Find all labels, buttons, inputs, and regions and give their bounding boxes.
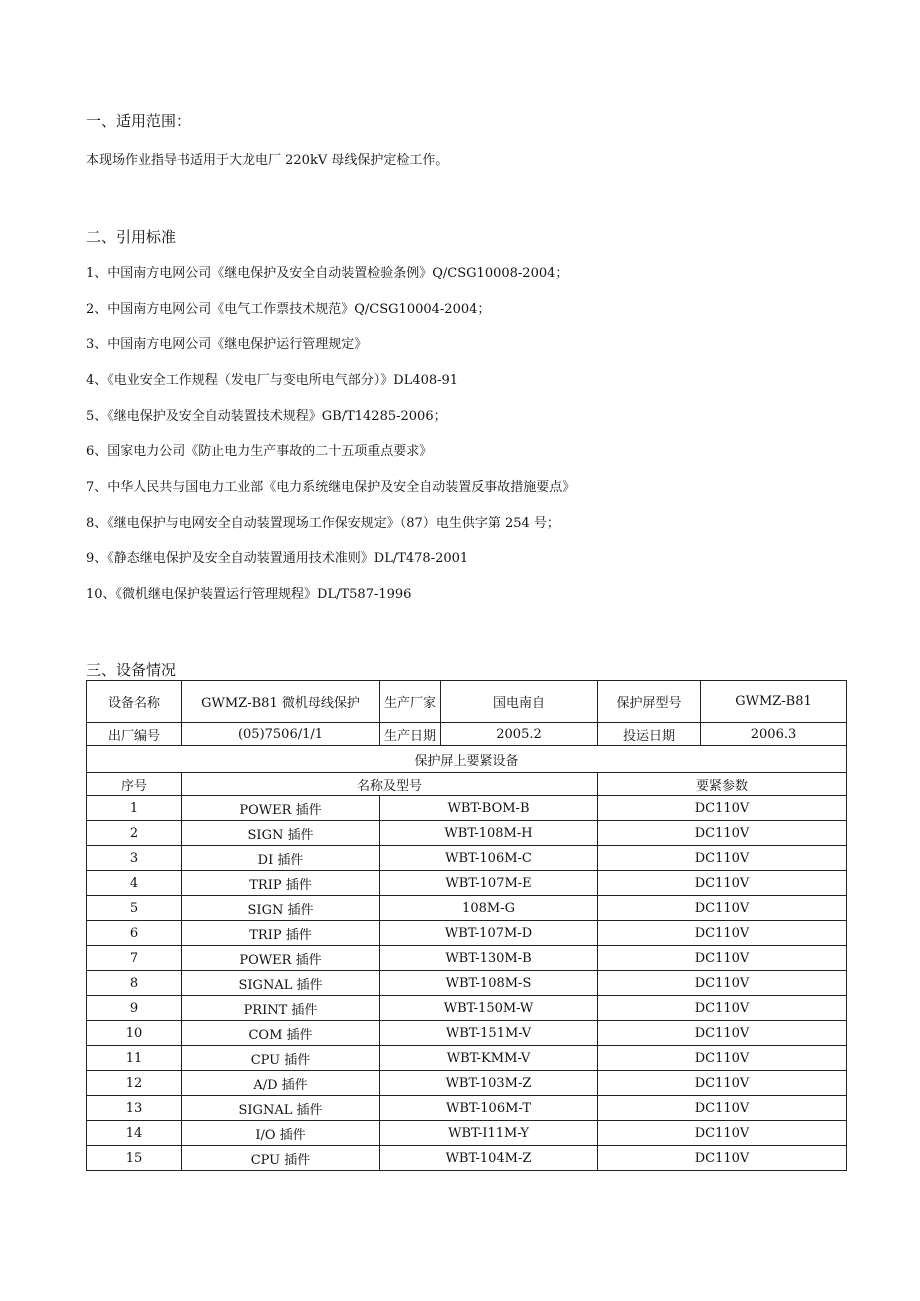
row-seq: 5 bbox=[87, 896, 182, 921]
row-param: DC110V bbox=[598, 1021, 847, 1046]
table-row bbox=[87, 1071, 847, 1096]
production-date-value: 2005.2 bbox=[496, 726, 542, 742]
row-model: WBT-151M-V bbox=[380, 1021, 598, 1046]
production-date-cell bbox=[380, 723, 598, 746]
row-model: WBT-108M-H bbox=[380, 821, 598, 846]
row-seq: 11 bbox=[87, 1046, 182, 1071]
row-model: WBT-130M-B bbox=[380, 946, 598, 971]
row-seq: 15 bbox=[87, 1146, 182, 1171]
row-model: WBT-108M-S bbox=[380, 971, 598, 996]
table-title: 保护屏上要紧设备 bbox=[87, 746, 847, 773]
row-seq: 3 bbox=[87, 846, 182, 871]
row-name: COM 插件 bbox=[182, 1021, 380, 1046]
standard-item: 1、中国南方电网公司《继电保护及安全自动装置检验条例》Q/CSG10008-2004； bbox=[86, 266, 569, 281]
row-model: WBT-107M-D bbox=[380, 921, 598, 946]
table-row bbox=[87, 971, 847, 996]
table-row bbox=[87, 946, 847, 971]
table-row bbox=[87, 1096, 847, 1121]
table-row bbox=[87, 1021, 847, 1046]
table-row bbox=[87, 1046, 847, 1071]
row-param: DC110V bbox=[598, 896, 847, 921]
table-row bbox=[87, 821, 847, 846]
standard-item: 4、《电业安全工作规程（发电厂与变电所电气部分）》DL408-91 bbox=[86, 373, 459, 388]
row-name: SIGNAL 插件 bbox=[182, 971, 380, 996]
row-name: POWER 插件 bbox=[182, 796, 380, 821]
info-row-2 bbox=[87, 723, 847, 746]
column-header-row bbox=[87, 773, 847, 796]
row-seq: 2 bbox=[87, 821, 182, 846]
row-model: WBT-150M-W bbox=[380, 996, 598, 1021]
row-name: A/D 插件 bbox=[182, 1071, 380, 1096]
row-name: CPU 插件 bbox=[182, 1146, 380, 1171]
commission-date-value: 2006.3 bbox=[701, 723, 847, 746]
row-seq: 13 bbox=[87, 1096, 182, 1121]
row-param: DC110V bbox=[598, 996, 847, 1021]
row-seq: 8 bbox=[87, 971, 182, 996]
table-row bbox=[87, 921, 847, 946]
standard-item: 5、《继电保护及安全自动装置技术规程》GB/T14285-2006； bbox=[86, 409, 447, 424]
row-name: CPU 插件 bbox=[182, 1046, 380, 1071]
info-row-1 bbox=[87, 681, 847, 723]
production-date-label: 生产日期 bbox=[380, 723, 441, 745]
manufacturer-value: 国电南自 bbox=[492, 696, 545, 711]
row-model: WBT-106M-C bbox=[380, 846, 598, 871]
row-param: DC110V bbox=[598, 946, 847, 971]
row-seq: 10 bbox=[87, 1021, 182, 1046]
row-model: WBT-KMM-V bbox=[380, 1046, 598, 1071]
row-model: WBT-BOM-B bbox=[380, 796, 598, 821]
row-model: WBT-106M-T bbox=[380, 1096, 598, 1121]
row-name: TRIP 插件 bbox=[182, 921, 380, 946]
column-header-seq: 序号 bbox=[87, 773, 182, 796]
row-param: DC110V bbox=[598, 821, 847, 846]
table-row bbox=[87, 996, 847, 1021]
serial-label: 出厂编号 bbox=[87, 723, 182, 746]
row-param: DC110V bbox=[598, 921, 847, 946]
row-name: POWER 插件 bbox=[182, 946, 380, 971]
row-model: WBT-107M-E bbox=[380, 871, 598, 896]
row-param: DC110V bbox=[598, 971, 847, 996]
row-seq: 9 bbox=[87, 996, 182, 1021]
table-row bbox=[87, 896, 847, 921]
device-name-label: 设备名称 bbox=[87, 681, 182, 723]
row-param: DC110V bbox=[598, 1071, 847, 1096]
row-seq: 14 bbox=[87, 1121, 182, 1146]
row-model: 108M-G bbox=[380, 896, 598, 921]
equipment-table bbox=[86, 680, 847, 1171]
standard-item: 2、中国南方电网公司《电气工作票技术规范》Q/CSG10004-2004； bbox=[86, 302, 491, 317]
row-model: WBT-I11M-Y bbox=[380, 1121, 598, 1146]
row-seq: 7 bbox=[87, 946, 182, 971]
table-title-row bbox=[87, 746, 847, 773]
table-row bbox=[87, 871, 847, 896]
table-row bbox=[87, 796, 847, 821]
column-header-name-model: 名称及型号 bbox=[182, 773, 598, 796]
manufacturer-cell bbox=[380, 681, 598, 723]
standard-item: 8、《继电保护与电网安全自动装置现场工作保安规定》（87）电生供字第 254 号； bbox=[86, 516, 560, 531]
standard-item: 10、《微机继电保护装置运行管理规程》DL/T587-1996 bbox=[86, 587, 412, 602]
row-seq: 4 bbox=[87, 871, 182, 896]
row-name: TRIP 插件 bbox=[182, 871, 380, 896]
table-row bbox=[87, 1146, 847, 1171]
row-seq: 1 bbox=[87, 796, 182, 821]
row-model: WBT-104M-Z bbox=[380, 1146, 598, 1171]
row-model: WBT-103M-Z bbox=[380, 1071, 598, 1096]
standard-item: 3、中国南方电网公司《继电保护运行管理规定》 bbox=[86, 337, 368, 352]
manufacturer-label: 生产厂家 bbox=[380, 681, 441, 722]
row-name: DI 插件 bbox=[182, 846, 380, 871]
row-param: DC110V bbox=[598, 846, 847, 871]
row-name: SIGN 插件 bbox=[182, 821, 380, 846]
row-name: SIGNAL 插件 bbox=[182, 1096, 380, 1121]
row-param: DC110V bbox=[598, 1096, 847, 1121]
row-param: DC110V bbox=[598, 796, 847, 821]
standard-item: 9、《静态继电保护及安全自动装置通用技术准则》DL/T478-2001 bbox=[86, 551, 469, 566]
commission-date-label: 投运日期 bbox=[598, 723, 701, 746]
row-name: SIGN 插件 bbox=[182, 896, 380, 921]
panel-model-label: 保护屏型号 bbox=[598, 681, 701, 723]
table-row bbox=[87, 846, 847, 871]
row-name: I/O 插件 bbox=[182, 1121, 380, 1146]
row-param: DC110V bbox=[598, 871, 847, 896]
row-param: DC110V bbox=[598, 1146, 847, 1171]
section-heading-standards: 二、引用标准 bbox=[86, 228, 177, 246]
section-heading-scope: 一、适用范围： bbox=[86, 112, 192, 130]
section-heading-equipment: 三、设备情况 bbox=[86, 661, 177, 679]
row-seq: 6 bbox=[87, 921, 182, 946]
row-param: DC110V bbox=[598, 1121, 847, 1146]
row-name: PRINT 插件 bbox=[182, 996, 380, 1021]
row-seq: 12 bbox=[87, 1071, 182, 1096]
device-name-value: GWMZ-B81 微机母线保护 bbox=[182, 681, 380, 723]
table-row bbox=[87, 1121, 847, 1146]
scope-text: 本现场作业指导书适用于大龙电厂 220kV 母线保护定检工作。 bbox=[86, 153, 449, 168]
row-param: DC110V bbox=[598, 1046, 847, 1071]
standard-item: 6、国家电力公司《防止电力生产事故的二十五项重点要求》 bbox=[86, 444, 433, 459]
serial-value: (05)7506/1/1 bbox=[182, 723, 380, 746]
column-header-params: 要紧参数 bbox=[598, 773, 847, 796]
panel-model-value: GWMZ-B81 bbox=[701, 681, 847, 723]
standard-item: 7、中华人民共与国电力工业部《电力系统继电保护及安全自动装置反事故措施要点》 bbox=[86, 480, 576, 495]
